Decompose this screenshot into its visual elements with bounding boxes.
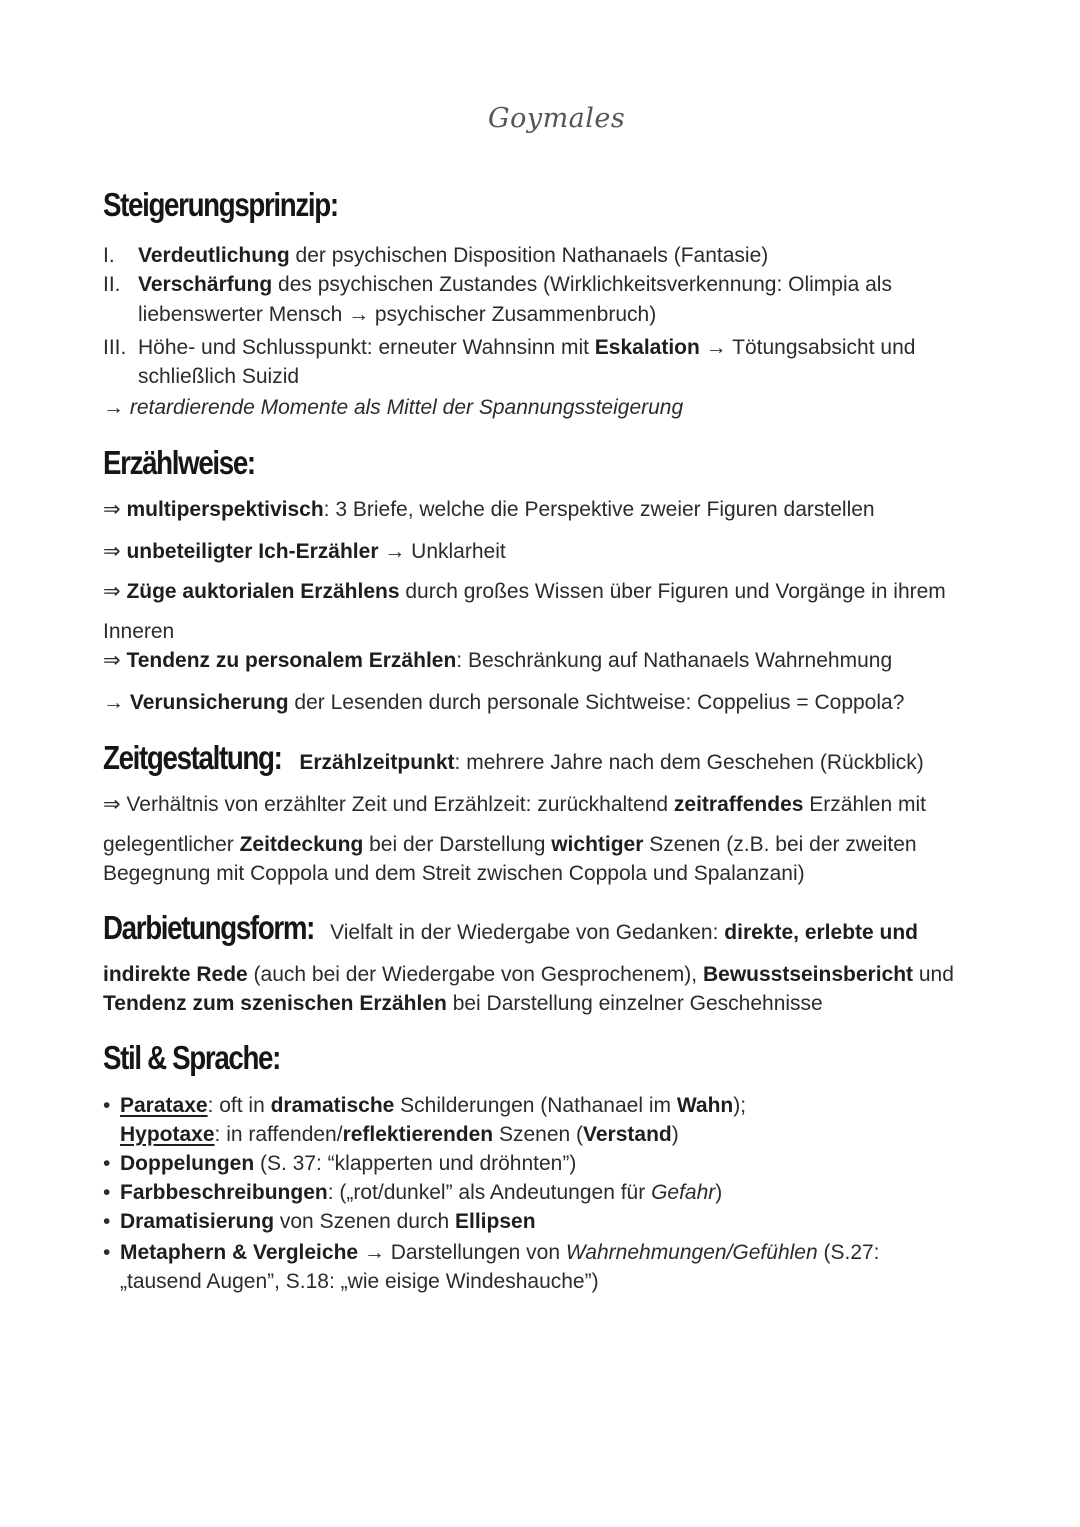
enum-1: I. [103,244,115,267]
heading-zeitgestaltung: Zeitgestaltung: [103,739,282,776]
erzaehlweise-line-3: ⇒ Züge auktorialen Erzählens durch großes Wissen über Figuren und Vorgänge in ihrem [103,580,946,603]
erzaehlweise-line-2: ⇒ unbeteiligter Ich-Erzähler → Unklarheit [103,540,506,563]
darbietung-line-2: indirekte Rede (auch bei der Wiedergabe von Gesprochenem), Bewusstseinsbericht und [103,963,954,986]
darbietung-line-3: Tendenz zum szenischen Erzählen bei Darstellung einzelner Geschehnisse [103,992,823,1015]
zeit-line-3: gelegentlicher Zeitdeckung bei der Darstellung wichtiger Szenen (z.B. bei der zweiten [103,833,917,856]
zeit-line-2: ⇒ Verhältnis von erzählter Zeit und Erzählzeit: zurückhaltend zeitraffendes Erzählen mit [103,793,926,816]
bullet-2: • [103,1152,111,1175]
bullet-4: • [103,1210,111,1233]
enum-3: III. [103,336,127,359]
erzaehlweise-line-5: ⇒ Tendenz zu personalem Erzählen: Beschränkung auf Nathanaels Wahrnehmung [103,649,893,672]
erzaehlweise-line-6: → Verunsicherung der Lesenden durch personale Sichtweise: Coppelius = Coppola? [103,691,905,714]
steigerung-note: → retardierende Momente als Mittel der Spannungssteigerung [103,396,684,419]
erzaehlweise-line-4: Inneren [103,620,175,643]
stil-item-parataxe: Parataxe: oft in dramatische Schilderungen (Nathanael im Wahn); [120,1094,747,1117]
stil-item-hypotaxe: Hypotaxe: in raffenden/reflektierenden Szenen (Verstand) [120,1123,679,1146]
stil-item-metaphern-cont: „tausend Augen”, S.18: „wie eisige Windeshauche”) [120,1270,599,1293]
bullet-1: • [103,1094,111,1117]
bullet-5: • [103,1241,111,1264]
steigerung-item-1: Verdeutlichung der psychischen Disposition Nathanaels (Fantasie) [138,244,769,267]
steigerung-item-2-cont: liebenswerter Mensch → psychischer Zusammenbruch) [138,303,657,326]
bullet-3: • [103,1181,111,1204]
heading-darbietungsform: Darbietungsform: [103,909,315,946]
stil-item-doppelungen: Doppelungen (S. 37: “klapperten und dröhnten”) [120,1152,577,1175]
zeit-line-4: Begegnung mit Coppola und dem Streit zwischen Coppola und Spalanzani) [103,862,805,885]
steigerung-item-3: Höhe- und Schlusspunkt: erneuter Wahnsinn mit Eskalation → Tötungsabsicht und [138,336,916,359]
enum-2: II. [103,273,121,296]
steigerung-item-3-cont: schließlich Suizid [138,365,300,388]
heading-steigerungsprinzip: Steigerungsprinzip: [103,186,338,223]
zeit-line-1: Zeitgestaltung: Erzählzeitpunkt: mehrere Jahre nach dem Geschehen (Rückblick) [103,739,924,776]
erzaehlweise-line-1: ⇒ multiperspektivisch: 3 Briefe, welche die Perspektive zweier Figuren darstellen [103,498,875,521]
stil-item-dramatisierung: Dramatisierung von Szenen durch Ellipsen [120,1210,536,1233]
steigerung-item-2: Verschärfung des psychischen Zustandes (Wirklichkeitsverkennung: Olimpia als [138,273,892,296]
heading-stil-sprache: Stil & Sprache: [103,1039,281,1076]
author-signature: Goymales [488,103,626,134]
stil-item-metaphern: Metaphern & Vergleiche → Darstellungen von Wahrnehmungen/Gefühlen (S.27: [120,1241,880,1264]
darbietung-line-1: Darbietungsform: Vielfalt in der Wiedergabe von Gedanken: direkte, erlebte und [103,909,919,946]
heading-erzaehlweise: Erzählweise: [103,444,255,481]
stil-item-farbbeschreibungen: Farbbeschreibungen: („rot/dunkel” als Andeutungen für Gefahr) [120,1181,723,1204]
